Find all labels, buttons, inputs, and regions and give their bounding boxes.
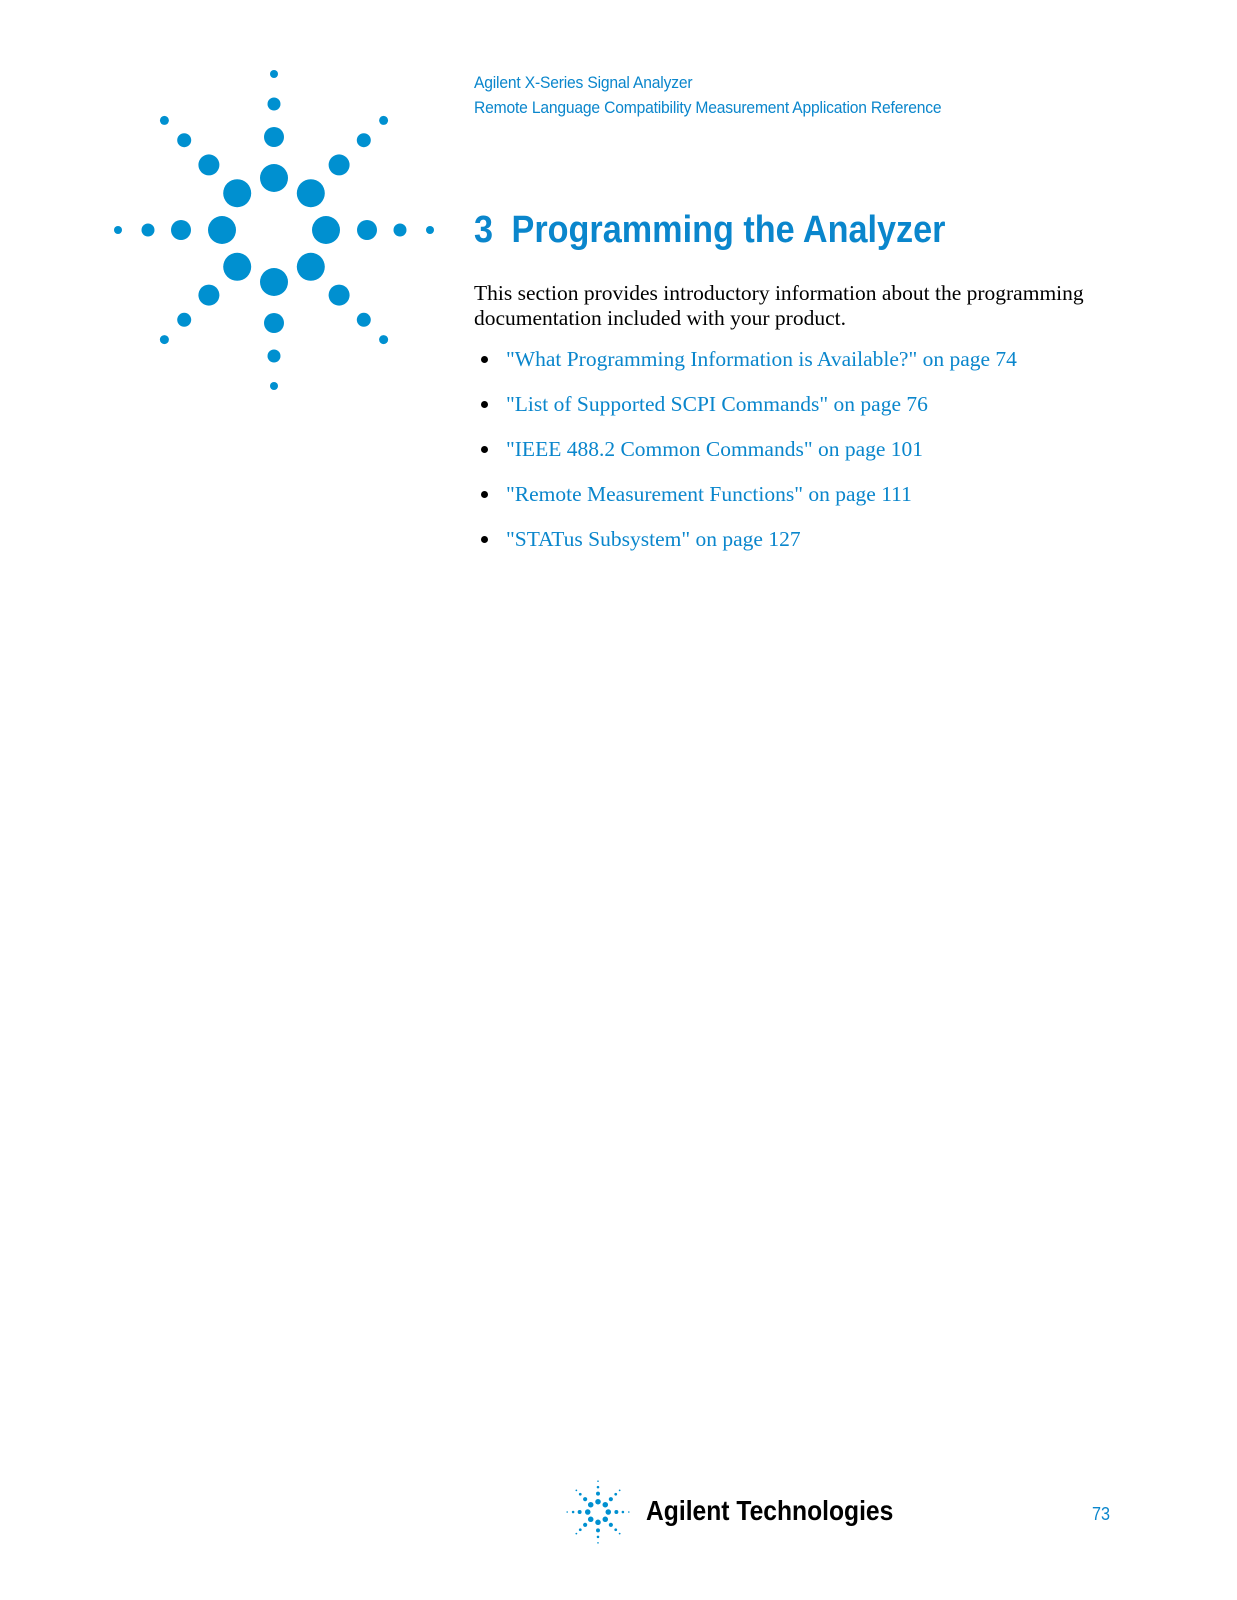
bullet-icon [481,491,488,498]
bullet-icon [481,446,488,453]
logo-dot [619,1489,621,1491]
chapter-title-text: Programming the Analyzer [511,209,946,251]
logo-dot [603,1517,609,1523]
logo-dot [177,313,191,327]
toc-link-ieee-commands[interactable]: "IEEE 488.2 Common Commands" on page 101 [506,437,924,461]
logo-dot [595,1520,601,1526]
logo-dot [329,285,350,306]
chapter-contents-list [474,346,1017,571]
logo-dot [297,179,325,207]
toc-link-remote-functions[interactable]: "Remote Measurement Functions" on page 111 [506,482,912,506]
logo-dot [614,1493,617,1496]
bullet-icon [481,536,488,543]
logo-dot [268,98,281,111]
logo-dot [575,1489,577,1491]
logo-dot [595,1499,601,1505]
logo-dot [357,220,377,240]
logo-dot [628,1511,630,1513]
logo-dot [379,335,388,344]
list-item [474,391,1017,436]
logo-dot [575,1533,577,1535]
list-item [474,481,1017,526]
logo-dot [142,224,155,237]
logo-dot [619,1533,621,1535]
intro-paragraph: This section provides introductory information about the programming documentation included with your product. [474,281,1084,330]
logo-dot [264,313,284,333]
logo-dot [585,1509,591,1515]
logo-dot [583,1523,587,1527]
logo-dot [609,1497,613,1501]
logo-dot [578,1510,582,1514]
bullet-icon [481,401,488,408]
logo-dot [297,253,325,281]
list-item [474,526,1017,571]
logo-dot [394,224,407,237]
logo-dot [198,154,219,175]
logo-dot [622,1511,625,1514]
logo-dot [614,1510,618,1514]
running-header [474,70,941,120]
logo-dot [223,253,251,281]
toc-link-status-subsystem[interactable]: "STATus Subsystem" on page 127 [506,527,801,551]
logo-dot [260,164,288,192]
logo-dot [329,154,350,175]
logo-dot [597,1486,600,1489]
logo-dot [588,1502,594,1508]
header-product-name: Agilent X-Series Signal Analyzer [474,73,693,92]
logo-dot [596,1492,600,1496]
logo-dot [597,1480,599,1482]
logo-dot [579,1528,582,1531]
logo-dot [270,70,278,78]
logo-dot [597,1542,599,1544]
list-item [474,436,1017,481]
logo-dot [357,133,371,147]
header-manual-title: Remote Language Compatibility Measurement Application Reference [474,98,942,117]
logo-dot [312,216,340,244]
logo-dot [264,127,284,147]
list-item [474,346,1017,391]
logo-dot [606,1509,612,1515]
toc-link-programming-info[interactable]: "What Programming Information is Available?" on page 74 [506,347,1017,371]
logo-dot [597,1536,600,1539]
logo-dot [572,1511,575,1514]
logo-dot [171,220,191,240]
logo-dot [160,335,169,344]
logo-dot [268,350,281,363]
bullet-icon [481,356,488,363]
logo-dot [588,1517,594,1523]
footer-brand-name: Agilent Technologies [646,1495,894,1526]
logo-dot [614,1528,617,1531]
logo-dot [609,1523,613,1527]
logo-dot [260,268,288,296]
chapter-number: 3 [474,209,494,251]
logo-dot [177,133,191,147]
logo-dot [566,1511,568,1513]
logo-dot [223,179,251,207]
logo-dot [357,313,371,327]
agilent-spark-logo-small-icon [566,1480,630,1544]
logo-dot [583,1497,587,1501]
logo-dot [208,216,236,244]
chapter-title [474,207,945,253]
page-number: 73 [1092,1504,1111,1524]
agilent-spark-logo-icon [112,68,436,392]
logo-dot [426,226,434,234]
logo-dot [379,116,388,125]
toc-link-scpi-commands[interactable]: "List of Supported SCPI Commands" on page 76 [506,392,928,416]
logo-dot [603,1502,609,1508]
logo-dot [198,285,219,306]
logo-dot [160,116,169,125]
logo-dot [596,1528,600,1532]
logo-dot [579,1493,582,1496]
logo-dot [270,382,278,390]
logo-dot [114,226,122,234]
